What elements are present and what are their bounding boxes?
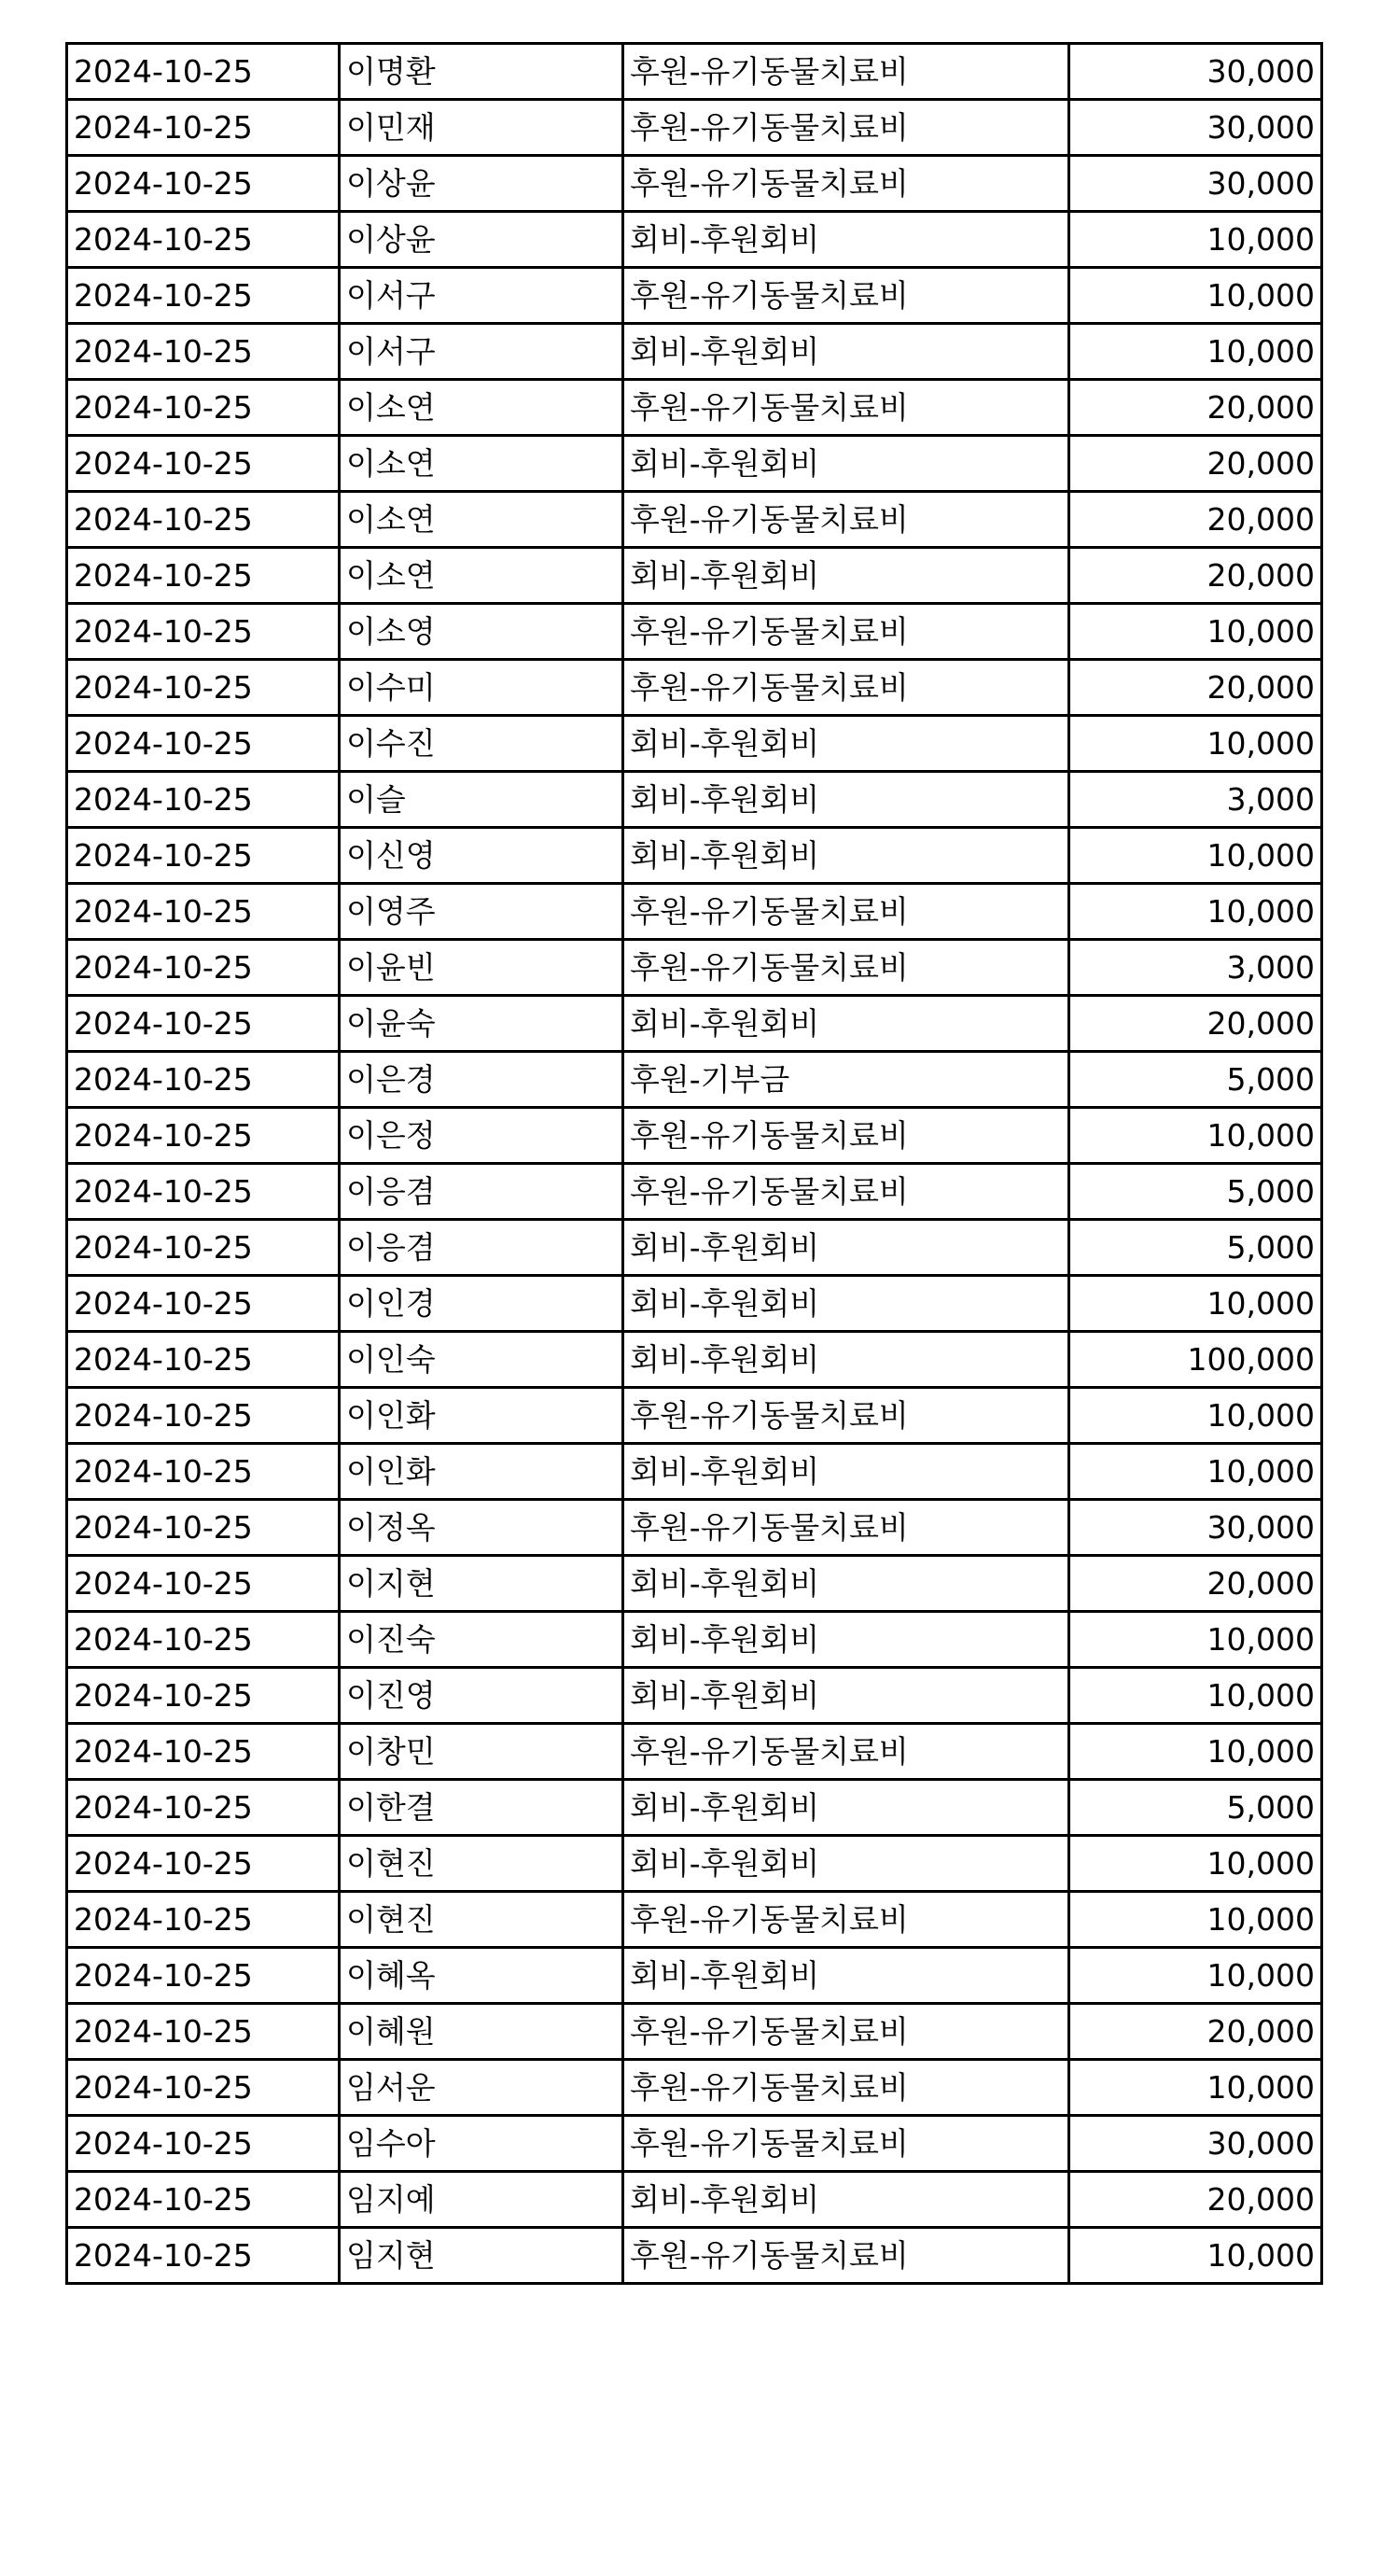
amount-cell: 10,000	[1069, 1612, 1322, 1668]
amount-cell: 10,000	[1069, 1892, 1322, 1948]
table-row	[67, 1052, 1322, 1108]
date-cell: 2024-10-25	[67, 1220, 340, 1276]
amount-cell: 20,000	[1069, 492, 1322, 548]
table-row	[67, 268, 1322, 324]
amount-cell: 10,000	[1069, 1108, 1322, 1164]
amount-cell: 10,000	[1069, 716, 1322, 772]
date-cell: 2024-10-25	[67, 1668, 340, 1724]
donor-name-cell: 이창민	[340, 1724, 623, 1780]
donor-name-cell: 이지현	[340, 1556, 623, 1612]
category-cell: 회비-후원회비	[623, 1444, 1069, 1500]
category-cell: 회비-후원회비	[623, 772, 1069, 828]
date-cell: 2024-10-25	[67, 604, 340, 660]
date-cell: 2024-10-25	[67, 1388, 340, 1444]
date-cell: 2024-10-25	[67, 380, 340, 436]
donor-name-cell: 이인화	[340, 1388, 623, 1444]
date-cell: 2024-10-25	[67, 1948, 340, 2004]
amount-cell: 20,000	[1069, 660, 1322, 716]
table-row	[67, 716, 1322, 772]
table-row	[67, 1668, 1322, 1724]
donor-name-cell: 이진숙	[340, 1612, 623, 1668]
category-cell: 회비-후원회비	[623, 436, 1069, 492]
date-cell: 2024-10-25	[67, 156, 340, 212]
donor-name-cell: 이응겸	[340, 1164, 623, 1220]
amount-cell: 3,000	[1069, 772, 1322, 828]
date-cell: 2024-10-25	[67, 1556, 340, 1612]
date-cell: 2024-10-25	[67, 1724, 340, 1780]
category-cell: 후원-유기동물치료비	[623, 1164, 1069, 1220]
category-cell: 회비-후원회비	[623, 1612, 1069, 1668]
donor-name-cell: 이소연	[340, 380, 623, 436]
table-row	[67, 884, 1322, 940]
date-cell: 2024-10-25	[67, 2116, 340, 2172]
date-cell: 2024-10-25	[67, 212, 340, 268]
date-cell: 2024-10-25	[67, 268, 340, 324]
donor-name-cell: 이정옥	[340, 1500, 623, 1556]
table-row	[67, 772, 1322, 828]
category-cell: 회비-후원회비	[623, 1556, 1069, 1612]
donor-name-cell: 이한결	[340, 1780, 623, 1836]
donor-name-cell: 이진영	[340, 1668, 623, 1724]
category-cell: 회비-후원회비	[623, 2172, 1069, 2228]
amount-cell: 5,000	[1069, 1220, 1322, 1276]
table-row	[67, 660, 1322, 716]
donor-name-cell: 이혜옥	[340, 1948, 623, 2004]
date-cell: 2024-10-25	[67, 940, 340, 996]
donor-name-cell: 이소연	[340, 492, 623, 548]
category-cell: 후원-유기동물치료비	[623, 380, 1069, 436]
donor-name-cell: 이은경	[340, 1052, 623, 1108]
table-row	[67, 436, 1322, 492]
amount-cell: 10,000	[1069, 2228, 1322, 2284]
table-row	[67, 1276, 1322, 1332]
category-cell: 후원-유기동물치료비	[623, 940, 1069, 996]
table-row	[67, 1500, 1322, 1556]
donor-name-cell: 임서운	[340, 2060, 623, 2116]
table-row	[67, 1388, 1322, 1444]
date-cell: 2024-10-25	[67, 828, 340, 884]
date-cell: 2024-10-25	[67, 1612, 340, 1668]
donor-name-cell: 임수아	[340, 2116, 623, 2172]
date-cell: 2024-10-25	[67, 436, 340, 492]
ledger-body	[67, 44, 1322, 2284]
table-row	[67, 1612, 1322, 1668]
date-cell: 2024-10-25	[67, 716, 340, 772]
date-cell: 2024-10-25	[67, 2004, 340, 2060]
donor-name-cell: 임지예	[340, 2172, 623, 2228]
table-row	[67, 2116, 1322, 2172]
category-cell: 회비-후원회비	[623, 1780, 1069, 1836]
category-cell: 후원-유기동물치료비	[623, 1500, 1069, 1556]
date-cell: 2024-10-25	[67, 1444, 340, 1500]
category-cell: 후원-유기동물치료비	[623, 2060, 1069, 2116]
category-cell: 회비-후원회비	[623, 548, 1069, 604]
amount-cell: 10,000	[1069, 212, 1322, 268]
amount-cell: 30,000	[1069, 1500, 1322, 1556]
donor-name-cell: 이슬	[340, 772, 623, 828]
date-cell: 2024-10-25	[67, 996, 340, 1052]
donor-name-cell: 이수진	[340, 716, 623, 772]
category-cell: 회비-후원회비	[623, 1276, 1069, 1332]
date-cell: 2024-10-25	[67, 772, 340, 828]
amount-cell: 10,000	[1069, 1724, 1322, 1780]
donor-name-cell: 이은정	[340, 1108, 623, 1164]
amount-cell: 10,000	[1069, 828, 1322, 884]
category-cell: 후원-유기동물치료비	[623, 1108, 1069, 1164]
date-cell: 2024-10-25	[67, 1836, 340, 1892]
amount-cell: 10,000	[1069, 1836, 1322, 1892]
date-cell: 2024-10-25	[67, 1276, 340, 1332]
amount-cell: 10,000	[1069, 268, 1322, 324]
amount-cell: 30,000	[1069, 100, 1322, 156]
table-row	[67, 1836, 1322, 1892]
table-row	[67, 44, 1322, 100]
category-cell: 회비-후원회비	[623, 1220, 1069, 1276]
table-row	[67, 1444, 1322, 1500]
donor-name-cell: 임지현	[340, 2228, 623, 2284]
table-row	[67, 212, 1322, 268]
amount-cell: 20,000	[1069, 2172, 1322, 2228]
date-cell: 2024-10-25	[67, 1500, 340, 1556]
table-row	[67, 1164, 1322, 1220]
amount-cell: 20,000	[1069, 548, 1322, 604]
table-row	[67, 1556, 1322, 1612]
donor-name-cell: 이상윤	[340, 156, 623, 212]
category-cell: 회비-후원회비	[623, 212, 1069, 268]
donor-name-cell: 이현진	[340, 1836, 623, 1892]
table-row	[67, 1332, 1322, 1388]
amount-cell: 30,000	[1069, 44, 1322, 100]
donor-name-cell: 이서구	[340, 268, 623, 324]
donor-name-cell: 이응겸	[340, 1220, 623, 1276]
category-cell: 회비-후원회비	[623, 324, 1069, 380]
category-cell: 후원-유기동물치료비	[623, 660, 1069, 716]
table-row	[67, 324, 1322, 380]
amount-cell: 30,000	[1069, 156, 1322, 212]
category-cell: 후원-유기동물치료비	[623, 100, 1069, 156]
amount-cell: 3,000	[1069, 940, 1322, 996]
amount-cell: 10,000	[1069, 2060, 1322, 2116]
amount-cell: 30,000	[1069, 2116, 1322, 2172]
table-row	[67, 940, 1322, 996]
category-cell: 후원-유기동물치료비	[623, 1724, 1069, 1780]
amount-cell: 20,000	[1069, 2004, 1322, 2060]
donor-name-cell: 이인경	[340, 1276, 623, 1332]
table-row	[67, 1780, 1322, 1836]
donor-name-cell: 이민재	[340, 100, 623, 156]
category-cell: 회비-후원회비	[623, 716, 1069, 772]
category-cell: 회비-후원회비	[623, 1836, 1069, 1892]
date-cell: 2024-10-25	[67, 2060, 340, 2116]
date-cell: 2024-10-25	[67, 548, 340, 604]
category-cell: 후원-유기동물치료비	[623, 2228, 1069, 2284]
category-cell: 회비-후원회비	[623, 828, 1069, 884]
amount-cell: 10,000	[1069, 1444, 1322, 1500]
amount-cell: 5,000	[1069, 1164, 1322, 1220]
amount-cell: 10,000	[1069, 604, 1322, 660]
donor-name-cell: 이소영	[340, 604, 623, 660]
date-cell: 2024-10-25	[67, 324, 340, 380]
date-cell: 2024-10-25	[67, 660, 340, 716]
table-row	[67, 156, 1322, 212]
category-cell: 후원-유기동물치료비	[623, 604, 1069, 660]
amount-cell: 10,000	[1069, 1276, 1322, 1332]
category-cell: 회비-후원회비	[623, 996, 1069, 1052]
donor-name-cell: 이윤빈	[340, 940, 623, 996]
category-cell: 후원-유기동물치료비	[623, 492, 1069, 548]
date-cell: 2024-10-25	[67, 100, 340, 156]
donor-name-cell: 이현진	[340, 1892, 623, 1948]
date-cell: 2024-10-25	[67, 44, 340, 100]
amount-cell: 20,000	[1069, 1556, 1322, 1612]
date-cell: 2024-10-25	[67, 884, 340, 940]
donor-name-cell: 이상윤	[340, 212, 623, 268]
donor-name-cell: 이영주	[340, 884, 623, 940]
table-row	[67, 492, 1322, 548]
donor-name-cell: 이신영	[340, 828, 623, 884]
amount-cell: 10,000	[1069, 884, 1322, 940]
category-cell: 회비-후원회비	[623, 1332, 1069, 1388]
donor-name-cell: 이수미	[340, 660, 623, 716]
amount-cell: 20,000	[1069, 996, 1322, 1052]
date-cell: 2024-10-25	[67, 1780, 340, 1836]
date-cell: 2024-10-25	[67, 1052, 340, 1108]
category-cell: 후원-유기동물치료비	[623, 2116, 1069, 2172]
amount-cell: 10,000	[1069, 324, 1322, 380]
date-cell: 2024-10-25	[67, 2172, 340, 2228]
amount-cell: 10,000	[1069, 1388, 1322, 1444]
donor-name-cell: 이소연	[340, 548, 623, 604]
donor-name-cell: 이혜원	[340, 2004, 623, 2060]
category-cell: 후원-유기동물치료비	[623, 156, 1069, 212]
table-row	[67, 2172, 1322, 2228]
amount-cell: 10,000	[1069, 1668, 1322, 1724]
table-row	[67, 1948, 1322, 2004]
table-row	[67, 2228, 1322, 2284]
category-cell: 후원-유기동물치료비	[623, 1388, 1069, 1444]
category-cell: 회비-후원회비	[623, 1668, 1069, 1724]
donor-name-cell: 이서구	[340, 324, 623, 380]
amount-cell: 20,000	[1069, 380, 1322, 436]
donor-name-cell: 이인숙	[340, 1332, 623, 1388]
table-row	[67, 1220, 1322, 1276]
date-cell: 2024-10-25	[67, 1332, 340, 1388]
date-cell: 2024-10-25	[67, 1108, 340, 1164]
amount-cell: 5,000	[1069, 1052, 1322, 1108]
table-row	[67, 380, 1322, 436]
category-cell: 후원-유기동물치료비	[623, 268, 1069, 324]
table-row	[67, 1108, 1322, 1164]
date-cell: 2024-10-25	[67, 2228, 340, 2284]
category-cell: 회비-후원회비	[623, 1948, 1069, 2004]
table-row	[67, 548, 1322, 604]
amount-cell: 5,000	[1069, 1780, 1322, 1836]
table-row	[67, 828, 1322, 884]
donor-name-cell: 이윤숙	[340, 996, 623, 1052]
amount-cell: 10,000	[1069, 1948, 1322, 2004]
category-cell: 후원-유기동물치료비	[623, 884, 1069, 940]
table-row	[67, 604, 1322, 660]
date-cell: 2024-10-25	[67, 1892, 340, 1948]
table-row	[67, 1724, 1322, 1780]
date-cell: 2024-10-25	[67, 1164, 340, 1220]
date-cell: 2024-10-25	[67, 492, 340, 548]
donor-name-cell: 이명환	[340, 44, 623, 100]
donor-name-cell: 이인화	[340, 1444, 623, 1500]
amount-cell: 100,000	[1069, 1332, 1322, 1388]
table-row	[67, 1892, 1322, 1948]
amount-cell: 20,000	[1069, 436, 1322, 492]
category-cell: 후원-기부금	[623, 1052, 1069, 1108]
table-row	[67, 2004, 1322, 2060]
table-row	[67, 100, 1322, 156]
table-row	[67, 2060, 1322, 2116]
category-cell: 후원-유기동물치료비	[623, 44, 1069, 100]
category-cell: 후원-유기동물치료비	[623, 2004, 1069, 2060]
donor-name-cell: 이소연	[340, 436, 623, 492]
donation-ledger-table	[65, 42, 1323, 2285]
table-row	[67, 996, 1322, 1052]
category-cell: 후원-유기동물치료비	[623, 1892, 1069, 1948]
